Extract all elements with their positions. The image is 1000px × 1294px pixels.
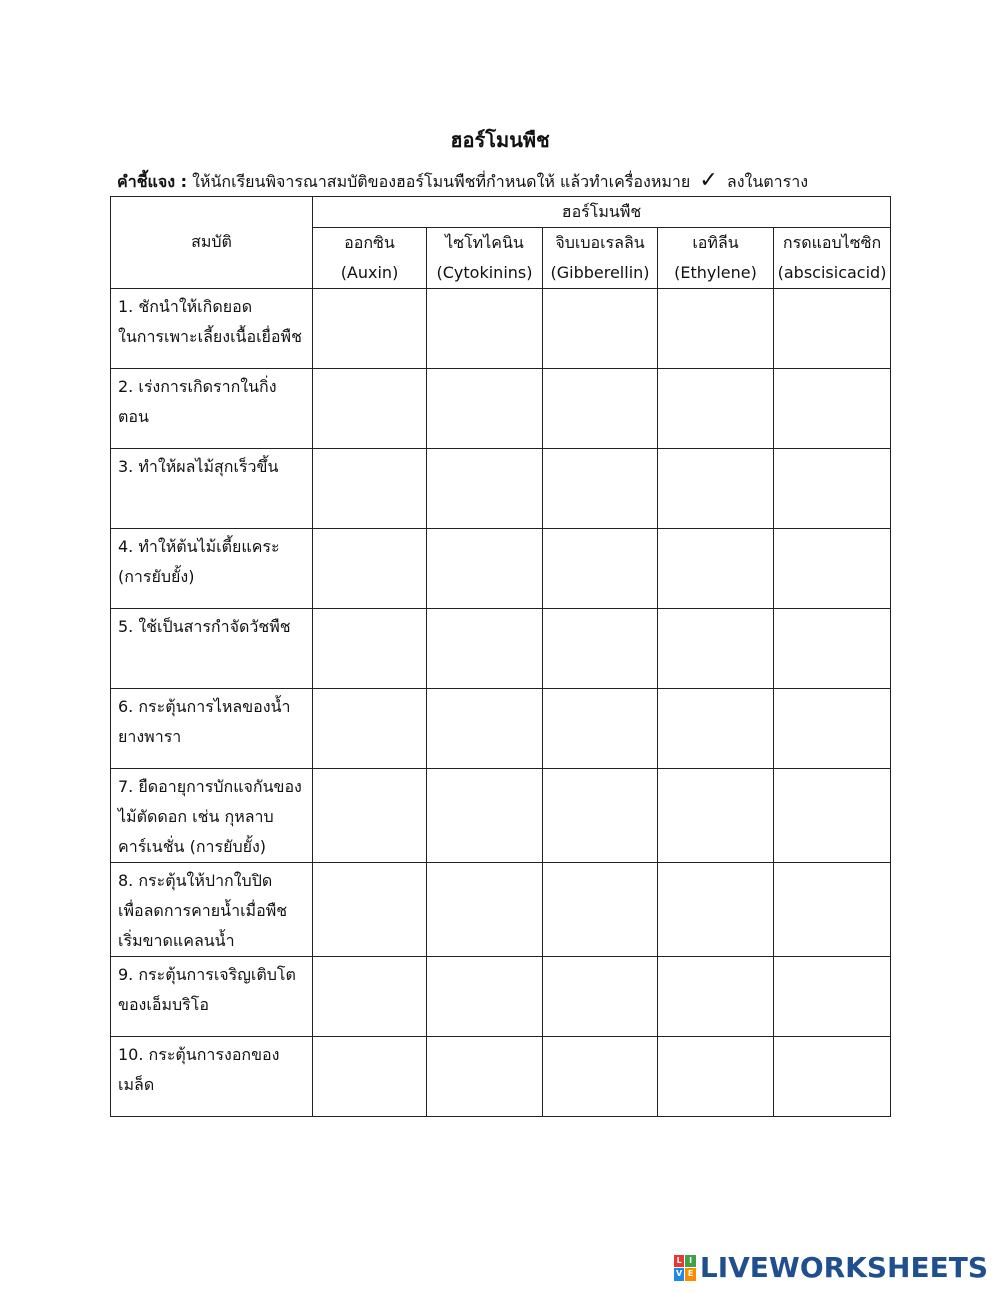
liveworksheets-logo [674, 1251, 988, 1284]
answer-cell[interactable] [774, 369, 891, 449]
answer-cell[interactable] [658, 449, 774, 529]
property-label-line: (การยับยั้ง) [118, 567, 195, 586]
property-label-line: เพื่อลดการคายน้ำเมื่อพืช [118, 901, 288, 920]
answer-cell[interactable] [658, 1037, 774, 1117]
property-label-line: ตอน [118, 407, 149, 426]
table-row [111, 529, 891, 609]
hormone-english-name: (Cytokinins) [436, 263, 533, 282]
table-row [111, 863, 891, 957]
instructions-text-end: ลงในตาราง [726, 172, 809, 191]
answer-cell[interactable] [313, 369, 427, 449]
answer-cell[interactable] [427, 369, 543, 449]
answer-cell[interactable] [543, 449, 658, 529]
answer-cell[interactable] [427, 863, 543, 957]
instructions [117, 168, 808, 195]
hormone-english-name: (Ethylene) [674, 263, 757, 282]
answer-cell[interactable] [774, 449, 891, 529]
answer-cell[interactable] [543, 863, 658, 957]
property-label-line: 6. กระตุ้นการไหลของน้ำ [118, 697, 291, 716]
hormone-header-1 [313, 228, 427, 289]
answer-cell[interactable] [543, 369, 658, 449]
property-label-line: ในการเพาะเลี้ยงเนื้อเยื่อพืช [118, 327, 302, 346]
hormone-english-name: (Gibberellin) [550, 263, 650, 282]
answer-cell[interactable] [427, 449, 543, 529]
property-label-line: ของเอ็มบริโอ [118, 995, 209, 1014]
hormone-thai-name: ออกซิน [344, 233, 395, 252]
answer-cell[interactable] [427, 1037, 543, 1117]
instructions-text: ให้นักเรียนพิจารณาสมบัติของฮอร์โมนพืชที่กำหนดให้ แล้วทำเครื่องหมาย [192, 172, 691, 191]
hormone-english-name: (abscisicacid) [777, 263, 887, 282]
answer-cell[interactable] [774, 289, 891, 369]
answer-cell[interactable] [658, 289, 774, 369]
property-label-line: 4. ทำให้ต้นไม้เตี้ยแคระ [118, 537, 280, 556]
property-label-line: 1. ชักนำให้เกิดยอด [118, 297, 253, 316]
answer-cell[interactable] [543, 689, 658, 769]
answer-cell[interactable] [427, 289, 543, 369]
property-label [111, 689, 313, 769]
answer-cell[interactable] [658, 369, 774, 449]
property-label [111, 863, 313, 957]
table-row [111, 289, 891, 369]
answer-cell[interactable] [543, 529, 658, 609]
answer-cell[interactable] [543, 957, 658, 1037]
answer-cell[interactable] [658, 609, 774, 689]
property-label-line: 2. เร่งการเกิดรากในกิ่ง [118, 377, 277, 396]
answer-cell[interactable] [313, 449, 427, 529]
property-label-line: ไม้ตัดดอก เช่น กุหลาบ [118, 807, 274, 826]
answer-cell[interactable] [658, 689, 774, 769]
answer-cell[interactable] [427, 609, 543, 689]
hormone-group-header: ฮอร์โมนพืช [313, 197, 891, 228]
answer-cell[interactable] [774, 689, 891, 769]
property-header: สมบัติ [111, 197, 313, 289]
property-label-line: คาร์เนชั่น (การยับยั้ง) [118, 837, 267, 856]
answer-cell[interactable] [658, 529, 774, 609]
answer-cell[interactable] [313, 689, 427, 769]
table-row [111, 957, 891, 1037]
answer-cell[interactable] [313, 1037, 427, 1117]
answer-cell[interactable] [427, 529, 543, 609]
table-row [111, 769, 891, 863]
property-label-line: เมล็ด [118, 1075, 155, 1094]
table-row [111, 449, 891, 529]
property-label [111, 529, 313, 609]
hormone-worksheet-table [110, 196, 891, 1117]
answer-cell[interactable] [313, 529, 427, 609]
property-label-line: ยางพารา [118, 727, 182, 746]
answer-cell[interactable] [658, 957, 774, 1037]
hormone-thai-name: ไซโทไคนิน [445, 233, 524, 252]
hormone-header-2 [427, 228, 543, 289]
table-row [111, 689, 891, 769]
hormone-thai-name: กรดแอบไซซิก [782, 233, 882, 252]
answer-cell[interactable] [774, 769, 891, 863]
property-label [111, 769, 313, 863]
property-label [111, 609, 313, 689]
answer-cell[interactable] [774, 1037, 891, 1117]
property-label [111, 449, 313, 529]
table-row [111, 1037, 891, 1117]
property-label-line: 9. กระตุ้นการเจริญเติบโต [118, 965, 296, 984]
answer-cell[interactable] [427, 769, 543, 863]
answer-cell[interactable] [543, 289, 658, 369]
answer-cell[interactable] [658, 863, 774, 957]
table-row [111, 369, 891, 449]
answer-cell[interactable] [313, 609, 427, 689]
answer-cell[interactable] [543, 769, 658, 863]
answer-cell[interactable] [313, 863, 427, 957]
hormone-thai-name: เอทิลีน [692, 233, 739, 252]
answer-cell[interactable] [774, 609, 891, 689]
answer-cell[interactable] [543, 609, 658, 689]
hormone-header-3 [543, 228, 658, 289]
hormone-english-name: (Auxin) [340, 263, 399, 282]
hormone-header-5 [774, 228, 891, 289]
answer-cell[interactable] [313, 769, 427, 863]
page-title: ฮอร์โมนพืช [450, 128, 550, 152]
answer-cell[interactable] [427, 957, 543, 1037]
answer-cell[interactable] [774, 529, 891, 609]
instructions-label: คำชี้แจง : [117, 172, 188, 191]
logo-icon: L I V E [674, 1255, 696, 1281]
answer-cell[interactable] [774, 957, 891, 1037]
property-label-line: เริ่มขาดแคลนน้ำ [118, 931, 235, 950]
hormone-thai-name: จิบเบอเรลลิน [555, 233, 645, 252]
property-label-line: 10. กระตุ้นการงอกของ [118, 1045, 280, 1064]
answer-cell[interactable] [313, 289, 427, 369]
property-label [111, 289, 313, 369]
property-label-line: 3. ทำให้ผลไม้สุกเร็วขึ้น [118, 457, 279, 476]
answer-cell[interactable] [313, 957, 427, 1037]
property-label [111, 1037, 313, 1117]
answer-cell[interactable] [774, 863, 891, 957]
answer-cell[interactable] [427, 689, 543, 769]
checkmark-icon: ✓ [699, 168, 718, 193]
property-label-line: 8. กระตุ้นให้ปากใบปิด [118, 871, 273, 890]
logo-text: LIVEWORKSHEETS [699, 1251, 988, 1284]
table-row [111, 609, 891, 689]
property-label-line: 5. ใช้เป็นสารกำจัดวัชพืช [118, 617, 291, 636]
property-label [111, 369, 313, 449]
answer-cell[interactable] [543, 1037, 658, 1117]
property-label-line: 7. ยืดอายุการบักแจกันของ [118, 777, 302, 796]
property-label [111, 957, 313, 1037]
hormone-header-4 [658, 228, 774, 289]
answer-cell[interactable] [658, 769, 774, 863]
